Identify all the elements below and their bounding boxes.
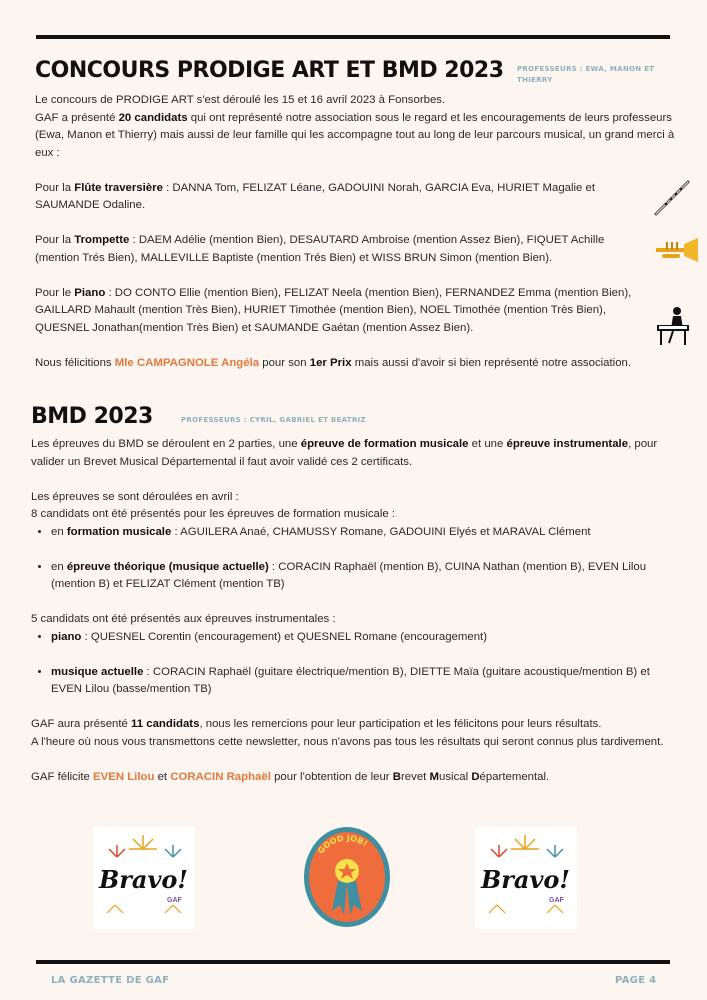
intro-line: Le concours de PRODIGE ART s'est déroulé les 15 et 16 avril 2023 à Fonsorbes. <box>35 94 446 106</box>
bottom-rule <box>36 960 670 964</box>
good-job-badge <box>302 825 392 929</box>
bravo-text: Bravo! <box>481 865 570 894</box>
bmd-summary: GAF aura présenté 11 candidats, nous les remercions pour leur participation et les félicitons pour leurs résultats. <box>31 718 602 730</box>
flute-icon <box>652 178 692 218</box>
bravo-image-right <box>475 827 577 929</box>
list-item: • en formation musicale : AGUILERA Anaé, CHAMUSSY Romane, GADOUINI Elyés et MARAVAL Clément <box>51 524 671 542</box>
intro-paragraph: GAF a présenté 20 candidats qui ont représenté notre association sous le regard et les encouragements de leurs professeurs (Ewa, Manon et Thierry) mais aussi de leur famille qui les accompagne tout au long de leur parcours musical, un grand merci à eux : <box>35 111 675 159</box>
badge-text: GOOD JOB! <box>316 833 370 856</box>
bmd-list-formation <box>31 524 671 594</box>
bmd-eight-candidates: 8 candidats ont été présentés pour les épreuves de formation musicale : <box>31 508 396 520</box>
section-title-bmd: BMD 2023 <box>31 404 153 429</box>
bmd-april: Les épreuves se sont déroulées en avril : <box>31 490 239 503</box>
prodige-body <box>35 92 675 372</box>
bmd-congrats: GAF félicite EVEN Lilou et CORACIN Raphaël pour l'obtention de leur Brevet Musical Départemental. <box>31 770 550 783</box>
piano-player-icon <box>655 305 691 347</box>
list-item: • en épreuve théorique (musique actuelle) : CORACIN Raphaël (mention B), CUINA Nathan (mention B), EVEN Lilou (mention B) et FELIZAT Clément (mention TB) <box>51 559 671 594</box>
list-item: • musique actuelle : CORACIN Raphaël (guitare électrique/mention B), DIETTE Maïa (guitare acoustique/mention B) et EVEN Lilou (basse/mention TB) <box>51 664 671 699</box>
page-number: PAGE 4 <box>615 975 657 986</box>
section-teachers-prodige: PROFESSEURS : EWA, MANON ET THIERRY <box>517 65 655 84</box>
list-item: • piano : QUESNEL Corentin (encouragement) et QUESNEL Romane (encouragement) <box>51 629 671 647</box>
bmd-body <box>31 436 671 786</box>
trumpet-icon <box>654 238 700 268</box>
bravo-text: Bravo! <box>99 865 188 894</box>
bravo-sub: GAF <box>549 897 564 904</box>
section-title-prodige: CONCOURS PRODIGE ART ET BMD 2023 <box>35 58 504 83</box>
bmd-intro: Les épreuves du BMD se déroulent en 2 parties, une épreuve de formation musicale et une épreuve instrumentale, pour valider un Brevet Musical Départemental il faut avoir validé ces 2 certificats. <box>31 438 658 468</box>
top-rule <box>36 35 670 39</box>
bravo-sub: GAF <box>167 897 182 904</box>
bravo-image-left <box>93 827 195 929</box>
piano-paragraph: Pour le Piano : DO CONTO Ellie (mention Bien), FELIZAT Neela (mention Bien), FERNANDEZ Emma (mention Bien), GAILLARD Mahault (mention Très Bien), HURIET Timothée (mention Bien), NOEL Timothée (mention Très Bien), QUESNEL Jonathan(mention Très Bien) et SAUMANDE Gaétan (mention Assez Bien). <box>35 286 632 334</box>
flute-paragraph: Pour la Flûte traversière : DANNA Tom, FELIZAT Léane, GADOUINI Norah, GARCIA Eva, HURIET Magalie et SAUMANDE Odaline. <box>35 181 596 211</box>
congrats-paragraph: Nous félicitions Mle CAMPAGNOLE Angéla pour son 1er Prix mais aussi d'avoir si bien représenté notre association. <box>35 356 632 369</box>
trumpet-paragraph: Pour la Trompette : DAEM Adélie (mention Bien), DESAUTARD Ambroise (mention Assez Bien), FIQUET Achille (mention Trés Bien), MALLEVILLE Baptiste (mention Trés Bien) et WISS BRUN Simon (mention Bien). <box>35 234 605 264</box>
footer-title: LA GAZETTE DE GAF <box>51 975 170 986</box>
bmd-list-instrument <box>31 629 671 699</box>
section-teachers-bmd: PROFESSEURS : CYRIL, GABRIEL ET BEATRIZ <box>181 416 366 424</box>
bmd-five-candidates: 5 candidats ont été présentés aux épreuves instrumentales : <box>31 613 336 625</box>
bmd-results-note: A l'heure où nous vous transmettons cette newsletter, nous n'avons pas tous les résultats qui seront connus plus tardivement. <box>31 735 664 748</box>
